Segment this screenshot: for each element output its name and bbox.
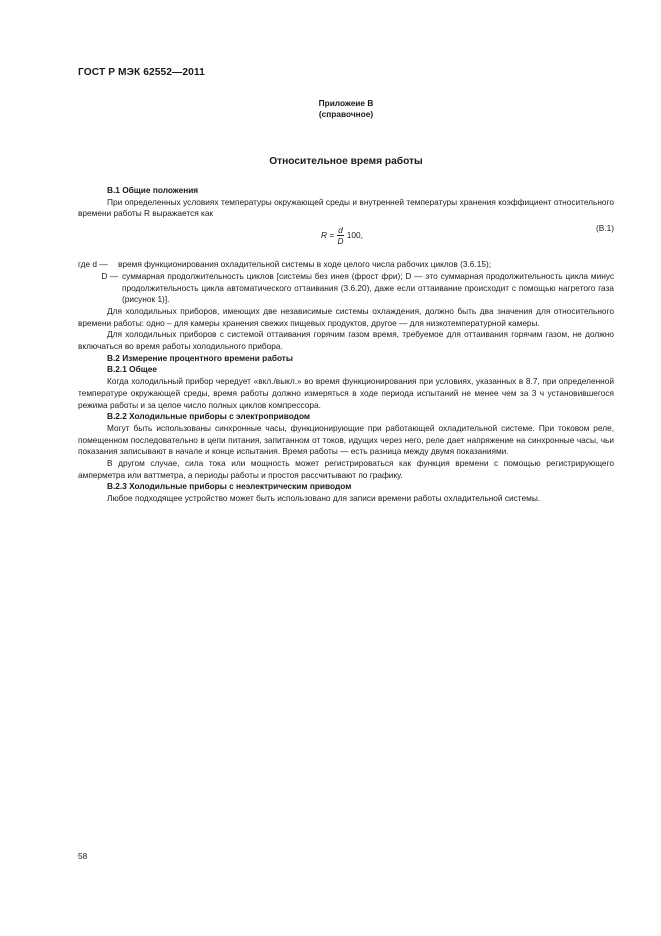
- formula-fraction: [337, 225, 344, 246]
- definition-d: [78, 259, 614, 271]
- annex-subtitle: (справочное): [318, 109, 374, 119]
- page-number: 58: [78, 851, 88, 861]
- formula-lhs: R =: [321, 229, 335, 240]
- paragraph-b22-1: Могут быть использованы синхронные часы, функционирующие при работающей охладительной системе. При токовом реле, помещенном последовательно в цепи питания, запитанном от токов, идущих через него, реле дает напряжение на синхронные часы, чьи показания записывают в начале и конце испытания. Время работы — есть разница между двумя показаниями.: [78, 422, 614, 457]
- document-header: ГОСТ Р МЭК 62552—2011: [78, 67, 205, 78]
- paragraph-b1-p1: Для холодильных приборов, имеющих две независимые системы охлаждения, должно быть два значения для относительного времени работы: одно – для камеры хранения свежих пищевых продуктов, другое — для низкотемпературной камеры.: [78, 305, 614, 328]
- section-title: Относительное время работы: [269, 156, 423, 167]
- definitions: [78, 259, 614, 306]
- annex-label: [78, 98, 614, 120]
- paragraph-b1-p2: Для холодильных приборов с системой оттаивания горячим газом время, требуемое для оттаивания горячим газом, не должно включаться во время работы холодильного прибора.: [78, 329, 614, 352]
- paragraph-b1-intro: При определенных условиях температуры окружающей среды и внутренней температуры хранения коэффициент относительного времени работы R выражается как: [78, 196, 614, 219]
- formula-b1: [78, 223, 614, 253]
- definition-d-term: где d —: [78, 259, 108, 270]
- definition-D: [78, 271, 614, 306]
- formula-rhs: 100,: [346, 229, 363, 240]
- formula-numerator: d: [338, 225, 343, 236]
- formula-denominator: D: [337, 236, 344, 247]
- formula-expression: [321, 225, 363, 246]
- paragraph-b23: Любое подходящее устройство может быть использовано для записи времени работы охладительной системы.: [107, 493, 541, 504]
- formula-number: (В.1): [596, 223, 614, 234]
- heading-b1: В.1 Общие положения: [107, 185, 199, 195]
- heading-b22: В.2.2 Холодильные приборы с электроприводом: [107, 411, 311, 422]
- paragraph-b22-2: В другом случае, сила тока или мощность может регистрироваться как функция времени с помощью регистрирующего амперметра или ваттметра, а периоды работы и простоя рассчитывают по графику.: [78, 458, 614, 480]
- heading-b2: В.2 Измерение процентного времени работы: [107, 352, 293, 363]
- definition-D-term: D —: [101, 270, 118, 281]
- document-body: [78, 185, 614, 505]
- heading-b21: В.2.1 Общее: [107, 364, 157, 375]
- heading-b23: В.2.3 Холодильные приборы с неэлектрическим приводом: [107, 481, 352, 492]
- paragraph-b21: Когда холодильный прибор чередует «вкл./выкл.» во время функционирования при условиях, указанных в 8.7, при определенной температуре окружающей среды, время работы должно измеряться в ходе периода испытаний не менее чем за 3 ч установившегося режима работы и за целое число полных циклов компрессора.: [78, 376, 614, 410]
- definition-D-text: суммарная продолжительность циклов [системы без инея (фрост фри); D — это суммарная продолжительность цикла минус продолжительность цикла автоматического оттаивания (3.6.20), даже если оттаивание происходит с помощью нагретого газа (рисунок 1)].: [122, 270, 614, 305]
- annex-title: Приложеие В: [318, 98, 374, 108]
- definition-d-text: время функционирования охладительной системы в ходе целого числа рабочих циклов (3.6.15);: [118, 259, 492, 270]
